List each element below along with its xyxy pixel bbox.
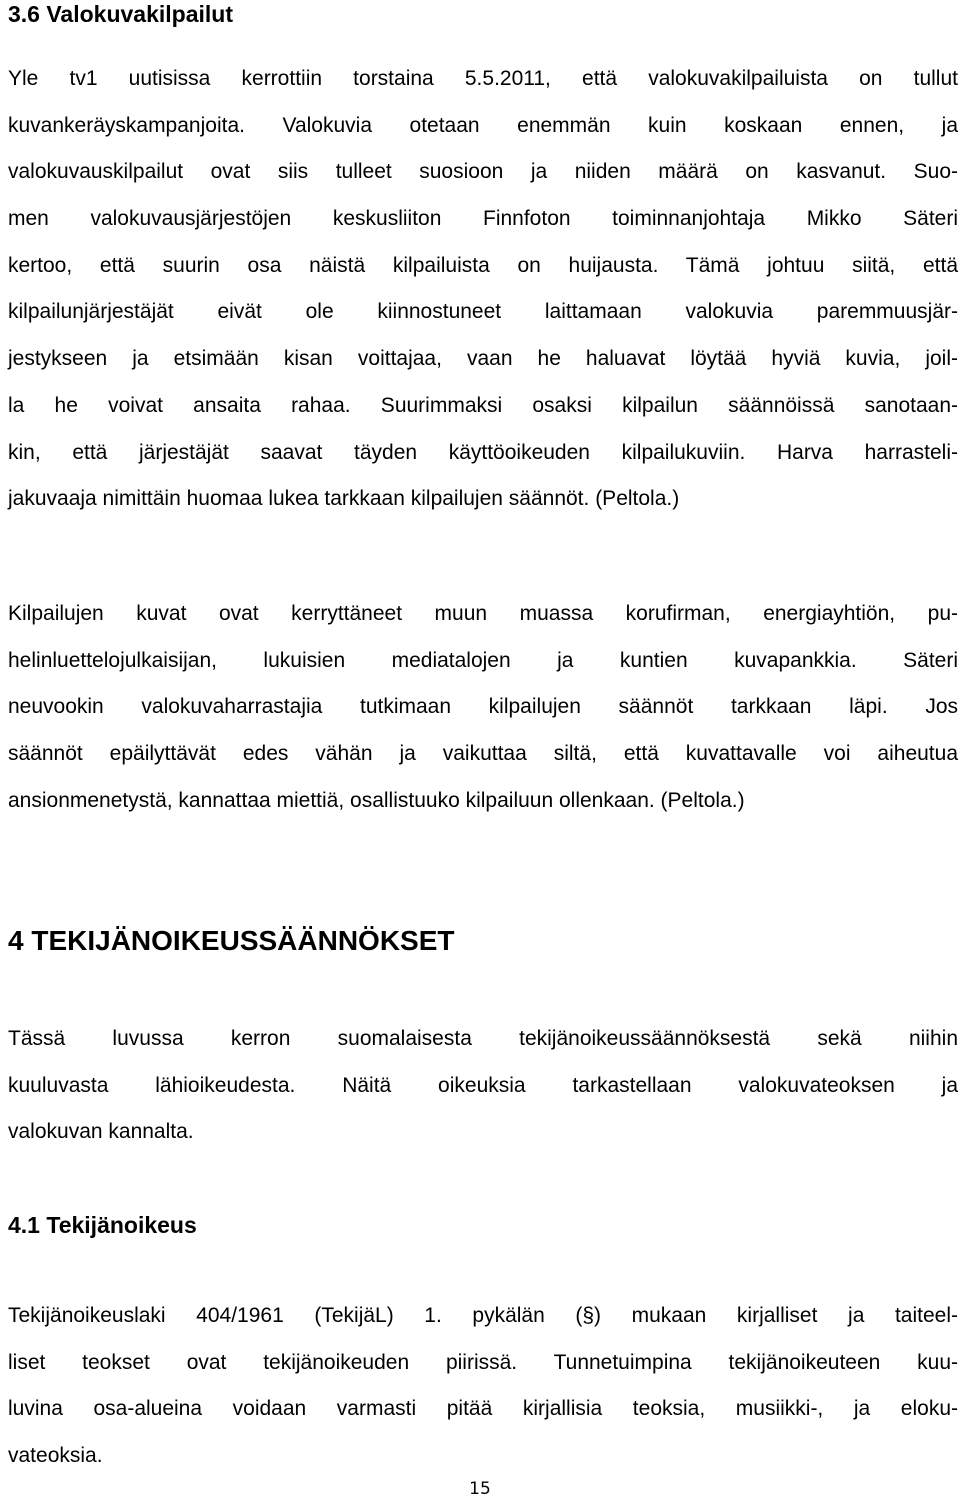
text-line: kin, että järjestäjät saavat täyden käyttöoikeuden kilpailukuviin. Harva harrasteli- xyxy=(8,440,958,464)
text-line: kilpailunjärjestäjät eivät ole kiinnostuneet laittamaan valokuvia paremmuusjär- xyxy=(8,300,958,324)
text-line: la he voivat ansaita rahaa. Suurimmaksi osaksi kilpailun säännöissä sanotaan- xyxy=(8,393,958,417)
text-line: valokuvan kannalta. xyxy=(8,1120,194,1144)
text-line: Kilpailujen kuvat ovat kerryttäneet muun muassa korufirman, energiayhtiön, pu- xyxy=(8,602,958,625)
text-line: kertoo, että suurin osa näistä kilpailuista on huijausta. Tämä johtuu siitä, että xyxy=(8,253,958,277)
text-line: men valokuvausjärjestöjen keskusliiton Finnfoton toiminnanjohtaja Mikko Säteri xyxy=(8,207,958,231)
section-heading-3-6: 3.6 Valokuvakilpailut xyxy=(8,1,233,27)
text-line: säännöt epäilyttävät edes vähän ja vaikuttaa siltä, että kuvattavalle voi aiheutua xyxy=(8,742,958,766)
text-line: neuvookin valokuvaharrastajia tutkimaan kilpailujen säännöt tarkkaan läpi. Jos xyxy=(8,695,958,719)
text-line: jestykseen ja etsimään kisan voittajaa, vaan he haluavat löytää hyviä kuvia, joil- xyxy=(8,347,958,371)
paragraph-3-6-2 xyxy=(8,591,958,824)
text-line: jakuvaaja nimittäin huomaa lukea tarkkaan kilpailujen säännöt. (Peltola.) xyxy=(8,487,680,511)
text-line: Tässä luvussa kerron suomalaisesta tekijänoikeussäännöksestä sekä niihin xyxy=(8,1027,958,1050)
chapter-heading-4: 4 TEKIJÄNOIKEUSSÄÄNNÖKSET xyxy=(8,925,455,956)
text-line: luvina osa-alueina voidaan varmasti pitää kirjallisia teoksia, musiikki-, ja eloku- xyxy=(8,1397,958,1421)
paragraph-3-6-1 xyxy=(8,56,958,523)
text-line: kuvankeräyskampanjoita. Valokuvia otetaan enemmän kuin koskaan ennen, ja xyxy=(8,113,958,137)
text-line: ansionmenetystä, kannattaa miettiä, osallistuuko kilpailuun ollenkaan. (Peltola.) xyxy=(8,788,745,812)
paragraph-4-1 xyxy=(8,1016,958,1156)
text-line: vateoksia. xyxy=(8,1444,103,1468)
text-line: kuuluvasta lähioikeudesta. Näitä oikeuksia tarkastellaan valokuvateoksen ja xyxy=(8,1073,958,1097)
page-number: 15 xyxy=(469,1479,491,1499)
text-line: liset teokset ovat tekijänoikeuden piirissä. Tunnetuimpina tekijänoikeuteen kuu- xyxy=(8,1350,958,1374)
text-line: valokuvauskilpailut ovat siis tulleet suosioon ja niiden määrä on kasvanut. Suo- xyxy=(8,160,958,184)
section-heading-4-1: 4.1 Tekijänoikeus xyxy=(8,1212,197,1238)
text-line: Yle tv1 uutisissa kerrottiin torstaina 5.5.2011, että valokuvakilpailuista on tullut xyxy=(8,67,958,90)
text-line: helinluettelojulkaisijan, lukuisien mediatalojen ja kuntien kuvapankkia. Säteri xyxy=(8,648,958,672)
paragraph-4-1-1 xyxy=(8,1293,958,1480)
text-line: Tekijänoikeuslaki 404/1961 (TekijäL) 1. pykälän (§) mukaan kirjalliset ja taiteel- xyxy=(8,1304,958,1327)
